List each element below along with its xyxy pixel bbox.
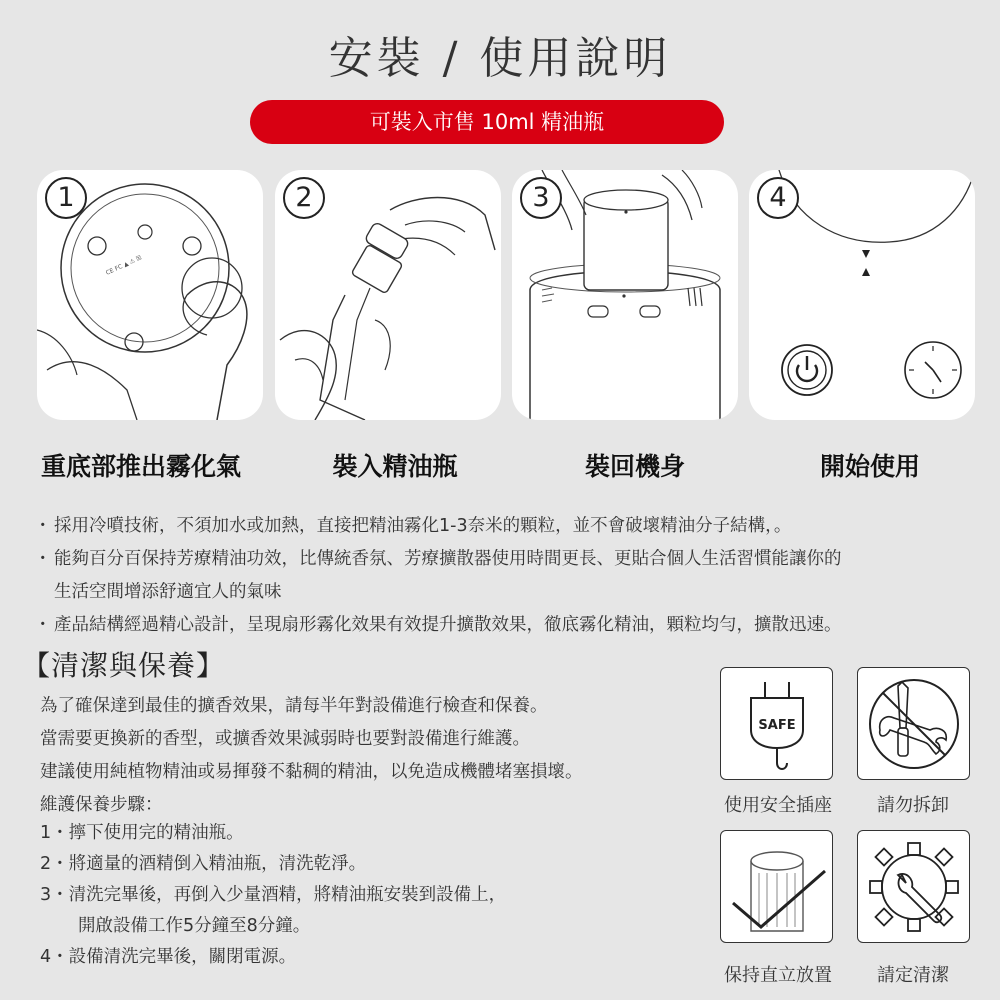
step-3-caption: 裝回機身 bbox=[584, 452, 685, 481]
no-disassemble-icon bbox=[858, 668, 971, 781]
step-1-card bbox=[37, 170, 263, 420]
arrow-down-icon bbox=[862, 250, 870, 258]
timer-icon bbox=[905, 342, 961, 398]
care-intro-line: 維護保養步驟： bbox=[40, 795, 163, 815]
care-step-continuation: 開啟設備工作5分鐘至8分鐘。 bbox=[78, 916, 311, 936]
care-intro-line: 建議使用純植物精油或易揮發不黏稠的精油，以免造成機體堵塞損壞。 bbox=[40, 762, 583, 782]
keep-upright-label: 保持直立放置 bbox=[724, 965, 832, 986]
list-item: ・ 能夠百分百保持芳療精油功效，比傳統香氛、芳療擴散器使用時間更長、更貼合個人生活習慣能讓你的 bbox=[34, 549, 842, 569]
care-intro-line: 為了確保達到最佳的擴香效果，請每半年對設備進行檢查和保養。 bbox=[40, 696, 548, 716]
cleaning-label: 請定清潔 bbox=[877, 965, 949, 986]
svg-text:CE FC ▲ ⚠ ☒: CE FC ▲ ⚠ ☒ bbox=[104, 254, 143, 277]
care-intro bbox=[40, 690, 700, 822]
care-intro-line: 當需要更換新的香型，或擴香效果減弱時也要對設備進行維護。 bbox=[40, 729, 530, 749]
step-4-caption: 開始使用 bbox=[819, 452, 920, 481]
care-steps bbox=[40, 818, 700, 973]
cleaning-gear-icon bbox=[858, 831, 971, 944]
step-4-card bbox=[749, 170, 975, 420]
step-number: 2 bbox=[283, 177, 325, 219]
list-item: ・ 採用冷噴技術，不須加水或加熱，直接把精油霧化1-3奈米的顆粒，並不會破壞精油分子結構，。 bbox=[34, 516, 792, 536]
page-title: 安裝 / 使用說明 bbox=[328, 33, 672, 84]
care-step: 4・設備清洗完畢後，關閉電源。 bbox=[40, 947, 297, 967]
keep-upright-icon-box bbox=[720, 830, 833, 943]
feature-list bbox=[34, 510, 974, 642]
safe-plug-icon-box bbox=[720, 667, 833, 780]
care-step: 2・將適量的酒精倒入精油瓶，清洗乾淨。 bbox=[40, 854, 367, 874]
step-2-caption: 裝入精油瓶 bbox=[332, 452, 458, 481]
care-heading: 【清潔與保養】 bbox=[22, 649, 226, 682]
no-disassemble-icon-box bbox=[857, 667, 970, 780]
care-step: 1・擰下使用完的精油瓶。 bbox=[40, 823, 244, 843]
cleaning-gear-icon-box bbox=[857, 830, 970, 943]
step-1-caption: 重底部推出霧化氣 bbox=[40, 452, 241, 481]
list-item-continuation: 生活空間增添舒適宜人的氣味 bbox=[54, 582, 282, 602]
safe-plug-icon bbox=[721, 668, 834, 781]
step-number: 4 bbox=[757, 177, 799, 219]
step-number: 1 bbox=[45, 177, 87, 219]
list-item: ・ 產品結構經過精心設計，呈現扇形霧化效果有效提升擴散效果，徹底霧化精油，顆粒均勻，擴散迅速。 bbox=[34, 615, 842, 635]
power-button-icon bbox=[782, 345, 832, 395]
arrow-up-icon bbox=[862, 268, 870, 276]
no-disassemble-label: 請勿拆卸 bbox=[877, 795, 949, 816]
step-number: 3 bbox=[520, 177, 562, 219]
step-3-card bbox=[512, 170, 738, 420]
svg-text:SAFE: SAFE bbox=[758, 718, 796, 733]
keep-upright-icon bbox=[721, 831, 834, 944]
care-step: 3・清洗完畢後，再倒入少量酒精，將精油瓶安裝到設備上， bbox=[40, 885, 507, 905]
bottle-compat-banner: 可裝入市售 10ml 精油瓶 bbox=[250, 100, 724, 144]
safe-plug-label: 使用安全插座 bbox=[724, 795, 832, 816]
step-2-card bbox=[275, 170, 501, 420]
